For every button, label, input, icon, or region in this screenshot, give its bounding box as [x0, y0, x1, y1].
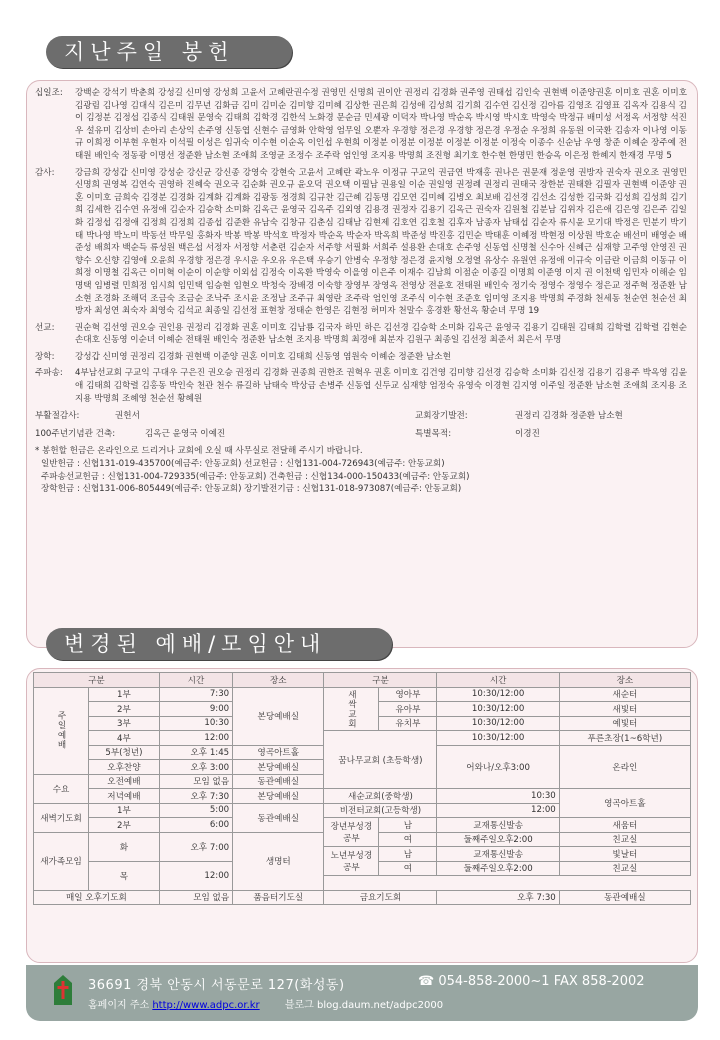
offering-heading: 지난주일 봉헌	[46, 36, 292, 68]
service-time: 오후 7:30	[159, 789, 232, 804]
offering-row	[35, 87, 687, 163]
kids-name: 유치부	[379, 716, 437, 731]
study-sex: 여	[379, 861, 437, 876]
blog-link[interactable]: 블로그 blog.daum.net/adpc2000	[284, 1000, 444, 1011]
homepage-link[interactable]: http://www.adpc.or.kr	[152, 1000, 260, 1011]
online-note: * 봉헌할 헌금은 온라인으로 드리거나 교회에 오실 때 사무실로 전달해 주시기 바랍니다.	[35, 446, 363, 457]
children-place: 온라인	[559, 745, 690, 789]
longterm-label: 교회장기발전:	[415, 411, 468, 422]
offering-label: 감사:	[35, 167, 55, 178]
service-time: 오후 1:45	[159, 745, 232, 760]
table-row	[34, 687, 691, 702]
church-logo-icon	[52, 973, 74, 1007]
table-row	[34, 890, 691, 905]
easter-label: 부활절감사:	[35, 411, 80, 422]
special-name: 이경진	[515, 429, 540, 440]
kids-place: 새순터	[559, 687, 690, 702]
dawn-part: 1부	[89, 803, 160, 818]
header-div: 구분	[34, 673, 160, 688]
friday-name: 금요기도회	[324, 890, 437, 905]
children-place: 푸른초장(1~6학년)	[559, 731, 690, 746]
service-place: 동관예배실	[233, 774, 324, 789]
service-time: 9:00	[159, 702, 232, 717]
service-time: 오후 3:00	[159, 760, 232, 775]
offering-label: 주파송:	[35, 368, 63, 379]
prayer-time: 모임 없음	[159, 890, 232, 905]
family-label: 새가족모임	[34, 832, 89, 890]
building-label: 100주년기념관 건축:	[35, 429, 116, 440]
service-place: 본당예배실	[233, 687, 324, 745]
service-place: 본당예배실	[233, 760, 324, 775]
study-time: 둘째주일오후2:00	[437, 832, 559, 847]
service-time: 7:30	[159, 687, 232, 702]
footer-phone: ☎ 054-858-2000~1 FAX 858-2002	[418, 974, 645, 989]
kids-place: 예빛터	[559, 716, 690, 731]
friday-place: 동관예배실	[559, 890, 690, 905]
offering-names: 강금희 강성갑 신미영 강성순 강신균 강신종 강영숙 강현숙 고윤서 고혜란 곽노우 이정규 구교익 권금연 박재홍 권나은 권문재 정운영 권방자 권숙자 권오조 권영민 신명희 권영복 김연숙 권영하 진혜숙 권오국 김순화 권오규 윤오덕 권오택 이필남 권용일 이순 권일영 권정례 권정리 권태국 장한분 권태환 김필자 권현백 이준양 권혼 이미호 금희숙 김경분 김경화 김계화 김계화 김광동 정경희 김규찬 김근혜 김동명 김모연 김미혜 김병오 최보배 김선경 김선소 김성한 김국화 김성희 김성희 김기희 김세한 김수연 유정애 김순자 김승학 소미화 김옥근 윤영국 김옥주 김외영 김용경 권정자 김용기 김옥근 권숙자 김원철 김분남 김위자 김은애 김은영 김은주 김일화 김정섭 김정애 김정희 김정희 김종섭 김준환 유남숙 김창규 김춘심 김태남 김현제 김호연 김호철 김후자 남종자 남태섭 김순자 류시윤 모기대 박정은 민분기 박기태 박나영 박노미 박동선 박무일 홍화자 박봉 박봉 박석호 박정자 박순옥 박순자 박옥희 박준성 박진홍 김민순 박태훈 이혜정 박현정 이상원 박호순 배선미 배영순 배준성 배희자 백순득 류성원 백은섭 서정자 서정향 서춘련 김순자 서주향 서필화 서희주 설용환 손대호 손주영 신동엽 신명철 신수아 신혜근 심재향 고주영 안영진 권향수 오신향 김영애 오윤희 우경향 정은경 우시운 우오유 우은택 우승기 안병숙 우정향 정은경 윤지형 오정열 유상수 유원연 유정애 이규숙 이금란 이금희 이동규 이희정 이명철 김옥근 이미혁 이순이 이순향 이외섭 김정숙 이옥환 박영숙 이을영 이은주 이재수 김남희 이점순 이종길 이명희 이준영 이지 권 이천택 임민자 이해순 임명택 임병렬 민희정 임시희 임민택 임승현 임현오 박청숙 장배경 이숙향 장영부 장영옥 전영상 전윤호 전태원 배인숙 정기숙 정영수 정영수 정은교 정주혁 정준환 남소현 조경화 조해덕 조금숙 조금순 조낙주 조시윤 조정남 조주규 최영란 조주락 엄인영 조주식 이수현 조준호 임미영 조지용 박명희 주경화 천세동 천순연 천순선 최방자 최성연 최숙자 최영숙 김석교 최종일 김선정 표현창 정태순 한영은 김현정 허미자 천말수 홍경환 황선옥 황순녀 무명 19	[75, 167, 687, 317]
dawn-part: 2부	[89, 818, 160, 833]
service-name: 2부	[89, 702, 160, 717]
service-name: 4부	[89, 731, 160, 746]
footer-address: 36691 경북 안동시 서동문로 127(화성동)	[88, 978, 345, 993]
service-place: 본당예배실	[233, 789, 324, 804]
longterm-name: 권정리 김경화 정준환 남소현	[515, 411, 623, 422]
service-time: 모임 없음	[159, 774, 232, 789]
family-day: 화	[89, 832, 160, 861]
building-name: 김옥근 윤영국 이예진	[145, 429, 226, 440]
offering-names: 강백순 강석기 박춘희 강성길 신미영 강성희 고윤서 고혜란권수정 권영민 신명희 권이안 권정리 김경화 권주영 권태섭 김인숙 권현백 이준양권혼 이미호 권혼 이미호 김광림 김나영 김대식 김은미 김무년 김화금 김미 김미순 김미향 김미혜 김상한 권은희 김성애 김성희 김기희 김수연 김신정 김아름 김영조 김영표 김옥자 김용식 김이 김정분 김정섭 김종식 김태원 문영숙 김태희 김학경 김한석 노화경 문순금 민세광 이덕자 박나영 박순옥 박시영 박시호 박영숙 박정규 배미성 서정옥 서정향 석진우 설유미 김상비 손아리 손상익 손주영 신동엽 신현수 금영화 안학영 엄무일 오뿐자 우경향 정은경 우경향 정은경 우정순 우정희 유동원 이국환 김송자 이나영 이동규 이희정 이부현 우현자 이석필 이성은 임귀숙 이수현 이순옥 이인섭 우현희 이정분 이정분 이정분 이정분 이정분 이정숙 이종수 신순남 우영 창준 이혜순 장주예 전태원 배인숙 정동광 이명선 정준환 남소현 조애희 조영균 조정수 조주락 엄인영 조지용 박명희 조진형 최기호 한수현 한명민 한승옥 이은정 한혜지 한재경 무명 5	[75, 88, 687, 161]
service-name: 저녁예배	[89, 789, 160, 804]
offering-label: 선교:	[35, 322, 55, 333]
kids-label: 새싹교회	[324, 687, 379, 731]
account-line: 장학헌금 : 신협131-006-805449(예금주: 안동교회) 장기발전기금 : 신협131-018-973087(예금주: 안동교회)	[41, 484, 462, 495]
header-place: 장소	[233, 673, 324, 688]
wed-label: 수요	[34, 774, 89, 803]
study-time: 교재통신발송	[437, 818, 559, 833]
footer	[26, 965, 698, 1021]
offering-row	[35, 167, 687, 318]
kids-name: 유아부	[379, 702, 437, 717]
header-time: 시간	[437, 673, 559, 688]
study-place: 친교실	[559, 861, 690, 876]
study-time: 교재통신발송	[437, 847, 559, 862]
youth-time: 12:00	[437, 803, 559, 818]
schedule-table	[33, 672, 691, 905]
study-place: 새움터	[559, 818, 690, 833]
children-name: 꿈나무교회 (초등학생)	[324, 731, 437, 789]
study-sex: 남	[379, 847, 437, 862]
account-line: 주파송선교헌금 : 신협131-004-729335(예금주: 안동교회) 건축헌금 : 신협134-000-150433(예금주: 안동교회)	[41, 471, 470, 482]
spacer	[324, 876, 691, 891]
special-label: 특별목적:	[415, 429, 452, 440]
dawn-time: 5:00	[159, 803, 232, 818]
schedule-box	[26, 668, 698, 963]
family-place: 생명터	[233, 832, 324, 890]
offering-label: 십일조:	[35, 88, 63, 98]
family-day: 목	[89, 861, 160, 890]
service-name: 1부	[89, 687, 160, 702]
footer-links	[88, 996, 443, 1011]
sunday-label: 주일예배	[34, 687, 89, 774]
service-name: 5부(청년)	[89, 745, 160, 760]
table-row	[34, 789, 691, 804]
children-time: 어와나/오후3:00	[437, 745, 559, 789]
study-time: 둘째주일오후2:00	[437, 861, 559, 876]
prayer-place: 품음터기도실	[233, 890, 324, 905]
account-line: 일반헌금 : 신협131-019-435700(예금주: 안동교회) 선교헌금 : 신협131-004-726943(예금주: 안동교회)	[41, 459, 445, 470]
study-place: 친교실	[559, 832, 690, 847]
study-name: 노년부성경공부	[324, 847, 379, 876]
prayer-name: 매일 오후기도회	[34, 890, 160, 905]
service-name: 오후찬양	[89, 760, 160, 775]
service-name: 3부	[89, 716, 160, 731]
header-div: 구분	[324, 673, 437, 688]
children-time: 10:30/12:00	[437, 731, 559, 746]
kids-time: 10:30/12:00	[437, 702, 559, 717]
header-place: 장소	[559, 673, 690, 688]
study-sex: 남	[379, 818, 437, 833]
offering-names: 권순혁 김선영 권오승 권인용 권정리 김경화 권혼 이미호 김남룡 김국자 하민 하은 김선경 김승학 소미화 김옥근 윤영국 김용기 김태원 김태희 김학렬 김학렬 김현순 손대호 신동영 이순녀 이혜순 전태원 배인숙 정준환 남소현 조지용 박명희 최경애 최분자 김원구 최종일 김선정 최준서 최은서 무명	[75, 322, 687, 346]
dawn-label: 새벽기도회	[34, 803, 89, 832]
kids-time: 10:30/12:00	[437, 687, 559, 702]
table-header	[34, 673, 691, 688]
offering-row	[35, 322, 687, 347]
kids-place: 새빛터	[559, 702, 690, 717]
dawn-place: 동관예배실	[233, 803, 324, 832]
study-place: 빛날터	[559, 847, 690, 862]
offering-row	[35, 367, 687, 405]
table-row	[34, 818, 691, 833]
youth-name: 새순교회(중학생)	[324, 789, 437, 804]
family-time: 오후 7:00	[159, 832, 232, 861]
offering-names: 4부남선교회 구교익 구대우 구은진 권오승 권정리 김경화 권종희 권한조 권혁우 권혼 이미호 김건영 김미향 김선경 김승학 소미화 김신정 김용기 김용주 박옥영 김윤애 김태희 김학렬 김홍동 박인숙 천관 천수 류길하 남태숙 박상금 손병주 신동엽 신두교 심재향 엄정숙 유영숙 이경현 김지영 이주일 정준환 남소현 조애희 조지용 조지용 박명희 조혜영 천순선 황혜원	[75, 368, 687, 404]
offering-row	[35, 351, 687, 364]
easter-name: 권헌서	[115, 411, 140, 422]
building-row	[35, 428, 687, 441]
service-time: 12:00	[159, 731, 232, 746]
table-row	[34, 731, 691, 746]
dawn-time: 6:00	[159, 818, 232, 833]
homepage-label: 홈페이지 주소	[88, 1000, 150, 1011]
offering-box	[26, 80, 698, 648]
youth-place: 영곡아트홀	[559, 789, 690, 818]
youth-time: 10:30	[437, 789, 559, 804]
header-time: 시간	[159, 673, 232, 688]
easter-row	[35, 410, 687, 423]
service-time: 10:30	[159, 716, 232, 731]
offering-label: 장학:	[35, 351, 55, 362]
service-name: 오전예배	[89, 774, 160, 789]
family-time: 12:00	[159, 861, 232, 890]
schedule-heading: 변경된 예배/모임안내	[46, 628, 392, 660]
youth-name: 비전터교회(고등학생)	[324, 803, 437, 818]
kids-name: 영아부	[379, 687, 437, 702]
friday-time: 오후 7:30	[437, 890, 559, 905]
offering-names: 강성갑 신미영 권정리 김경화 권현백 이준양 권혼 이미호 김태희 신동영 염원숙 이혜순 정준환 남소현	[75, 351, 451, 362]
study-sex: 여	[379, 832, 437, 847]
study-name: 장년부성경공부	[324, 818, 379, 847]
kids-time: 10:30/12:00	[437, 716, 559, 731]
service-place: 영곡아트홀	[233, 745, 324, 760]
